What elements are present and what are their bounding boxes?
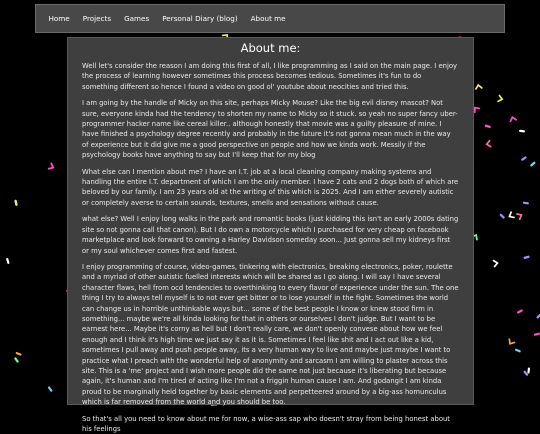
nav-diary-link[interactable]: Personal Diary (blog) [162, 14, 238, 23]
confetti-piece [494, 260, 498, 266]
nav-home-link[interactable]: Home [48, 14, 70, 23]
confetti-piece [515, 348, 521, 352]
confetti-piece [498, 96, 503, 103]
nav-games-link[interactable]: Games [124, 14, 150, 23]
paragraph-hobbies: what else? Well I enjoy long walks in the park and romantic books (just kidding this isn't an early 2000s dating site so not gonna call that canon). But I do own a motorcycle which I purchased for very cheap on facebook marketplace and look forward to owning a Harley Davidson someday soon... Just gonna sell my kidneys first or my soul whichever comes first and fastest. [82, 215, 459, 255]
confetti-piece [15, 352, 21, 356]
confetti-piece [49, 163, 55, 170]
confetti-piece [519, 130, 525, 133]
confetti-piece [523, 255, 529, 259]
confetti-piece [486, 141, 490, 148]
confetti-piece [521, 156, 527, 161]
paragraph-closing: So that's all you need to know about me for now, a wise-ass sap who doesn't stray from being honest about his feelings [82, 414, 450, 433]
confetti-piece [475, 85, 482, 89]
confetti-piece [485, 124, 491, 128]
confetti-piece [523, 201, 529, 204]
confetti-piece [14, 357, 19, 363]
page-title: About me: [240, 41, 301, 55]
confetti-piece [517, 309, 523, 314]
confetti-piece [14, 200, 17, 206]
confetti-piece [536, 313, 540, 319]
confetti-piece [510, 116, 517, 121]
paragraph-job: What else can I mention about me? I have an I.T. job at a local cleaning company making systems and handling the entire I.T. department of which I am the only member. I have 2 cats and 2 dogs both of which are beloved by our family. I am 23 years old at the writing of this which is 2025. And I am either severely autistic or completely averse to certain sounds, textures, smells and sensations without cause. [82, 167, 459, 207]
paragraph-handle: I am going by the handle of Micky on this site, perhaps Micky Mouse? Like the big evil disney mascot? Not sure, everyone kinda had the tendency to shorten my name to Micky so it stuck. so yeah no super fancy uber-programmer hacker name like cereal killer.. although honestly that movie was a guilty pleasure of mine. I have finished a psychology degree recently and probably in the future it's not gonna mean much in the way of experience but it did give me a good perspective on people and how we kinda work. Messily if the psychology books have anything to say but I'll keep that for my blog [82, 99, 458, 160]
confetti-piece [530, 161, 536, 167]
top-navigation [35, 4, 505, 33]
confetti-piece [499, 213, 505, 219]
confetti-piece [534, 332, 540, 335]
confetti-piece [507, 339, 514, 345]
confetti-piece [517, 212, 523, 219]
paragraph-intro: Well let's consider the reason I am doing this first of all, I like programming as I said on the main page. I enjoy the process of learning however sometimes this process becomes tedious. Sometimes it's fun to do something different so hence I found a video on good ol' youtube about neocities and tried this. [82, 62, 458, 91]
nav-projects-link[interactable]: Projects [82, 14, 112, 23]
paragraph-interests: I enjoy programming of course, video-games, tinkering with electronics, breaking electronics, poker, roulette and a myriad of other autistic fuelled interests which will be shared as I go along. I will say I have several character flaws, hell from ocd tendencies to overthinking to every flavor of experience under the sun. The one thing I try to always tell myself is to not ever get bitter or to lose yourself in the fight. Sometimes the world can change us in horrible unthinkable ways but... some of the best people I know or knew stood firm in something... maybe we're all kinda looking for that in others or ourselves I don't judge. But I want to be earnest here... Maybe it's corny as hell but I don't really care, we don't openly convese about how we feel enough and I think it's high time we just say it as it is. Sometimes I feel like shit and I act out like a kid, sometimes I pull away and push people away, its a very human way to live and maybe just maybe I want to practice what I preach with the wonderful help of anonymity and sarcasm I am willing to plaster across this site. This is a 'me' project and I wish more people did the same not just because it's liberating but because again, it's human and I'm tired of acting like I'm not a friggin human cause I am. And godangit I am kinda proud to be marginally held together by basic elements and perpetteered around by a big-ass homunculus which is far removed from the world and you should be too. [82, 262, 459, 407]
about-panel[interactable] [67, 37, 474, 433]
confetti-piece [48, 386, 53, 392]
confetti-piece [527, 367, 530, 373]
confetti-piece [6, 258, 10, 264]
nav-about-link[interactable]: About me [250, 14, 286, 23]
confetti-piece [508, 212, 514, 219]
